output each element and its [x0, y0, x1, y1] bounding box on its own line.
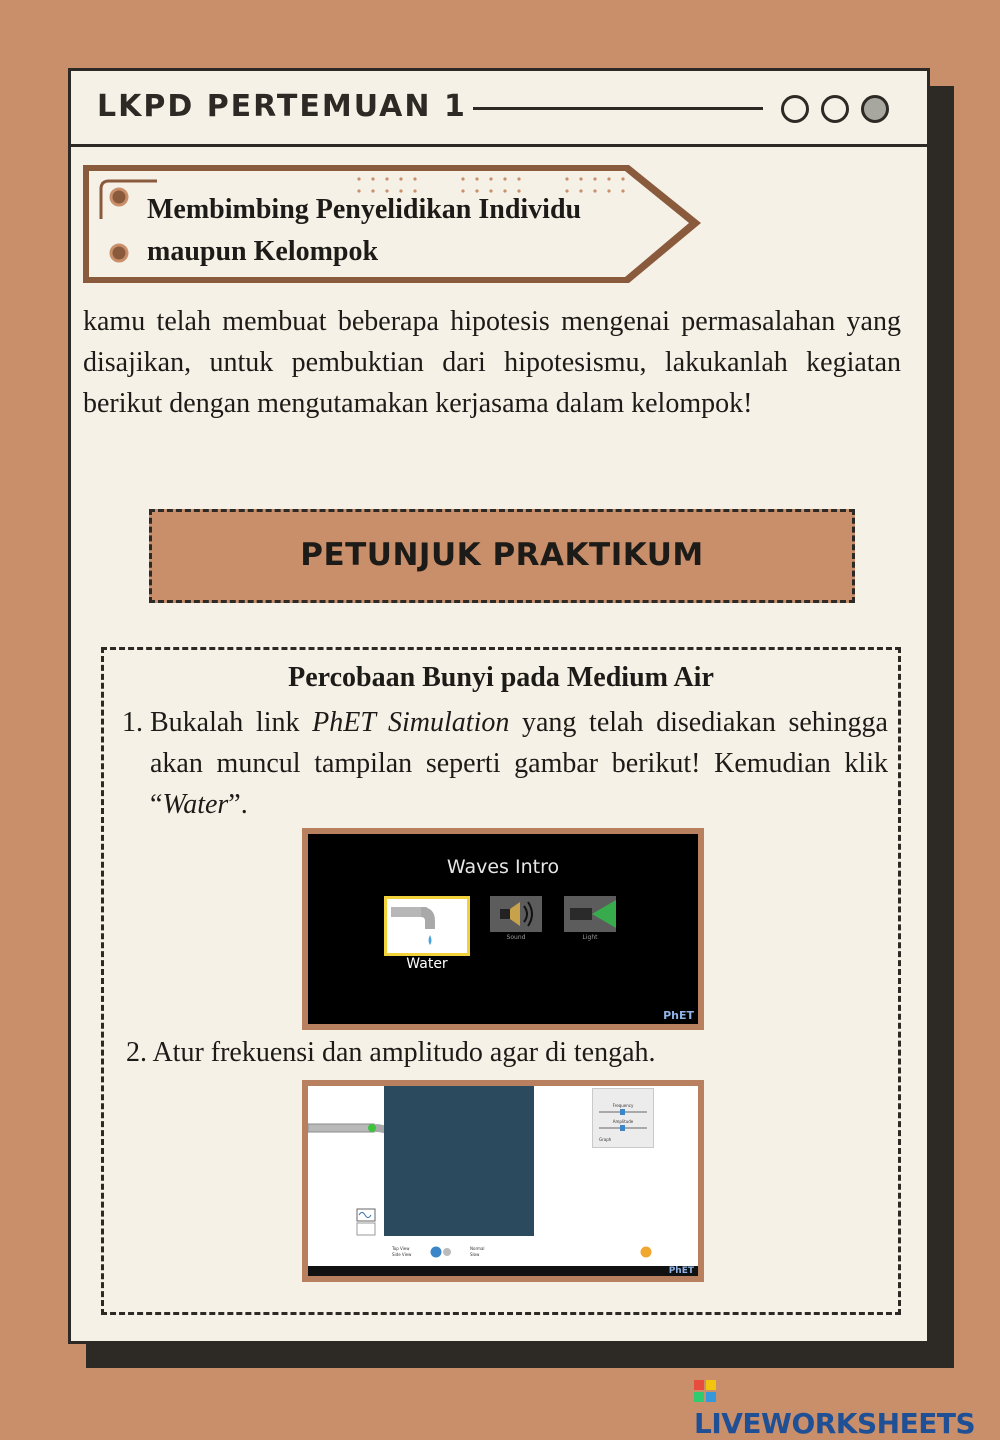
amplitude-slider: [599, 1125, 647, 1131]
step-1-number: 1.: [122, 707, 143, 738]
water-tank: [384, 1086, 534, 1236]
frequency-slider: [599, 1109, 647, 1115]
step-1: [122, 702, 888, 825]
waves-intro-title: Waves Intro: [446, 856, 560, 878]
step-2: 2. Atur frekuensi dan amplitudo agar di tengah.: [126, 1037, 656, 1068]
step-1-text-part: Bukalah link: [150, 707, 313, 738]
play-pause-icon: [430, 1246, 452, 1258]
page-header: [71, 71, 927, 147]
window-dot-filled-icon: [861, 95, 889, 123]
amplitude-label: Amplitude: [612, 1119, 634, 1124]
sound-label: Sound: [506, 934, 526, 941]
waves-intro-screenshot: [302, 828, 704, 1030]
screenshot-screen: [308, 1086, 698, 1276]
laser-icon: [564, 896, 616, 932]
window-dot-icon: [781, 95, 809, 123]
liveworksheets-icon: [694, 1380, 716, 1402]
faucet-icon: [387, 899, 467, 953]
water-screen-button: [384, 896, 470, 956]
section-heading: [147, 189, 647, 273]
bullet-icon: [111, 189, 127, 205]
worksheet-page: [68, 68, 930, 1344]
water-term: Water: [162, 789, 229, 820]
instructions-heading: PETUNJUK PRAKTIKUM: [149, 509, 855, 603]
window-dot-icon: [821, 95, 849, 123]
step-1-text-part: ”.: [228, 789, 248, 820]
liveworksheets-brand: LIVEWORKSHEETS: [694, 1407, 976, 1440]
page-title: LKPD PERTEMUAN 1: [97, 89, 467, 124]
step-1-text-part: yang telah disediakan sehingga akan muncul tampilan seperti gambar berikut! Kemudian klik “: [150, 707, 888, 820]
phet-link-term: PhET Simulation: [312, 707, 510, 738]
practice-title: Percobaan Bunyi pada Medium Air: [288, 662, 714, 693]
water-simulation-screenshot: [302, 1080, 704, 1282]
intro-paragraph: kamu telah membuat beberapa hipotesis mengenai permasalahan yang disajikan, untuk pembuktian dari hipotesismu, lakukanlah kegiatan berikut dengan mengutamakan kerjasama dalam kelompok!: [83, 306, 901, 419]
speaker-icon: [490, 896, 542, 932]
bullet-icon: [111, 245, 127, 261]
section-heading-line1: Membimbing Penyelidikan Individu: [147, 194, 582, 225]
section-heading-line2: maupun Kelompok: [147, 236, 379, 267]
frequency-label: Frequency: [612, 1103, 634, 1108]
side-view-option: Side View: [392, 1252, 412, 1257]
slow-speed-option: Slow: [470, 1252, 480, 1257]
light-screen-button: [564, 896, 616, 932]
header-divider-line: [473, 107, 763, 110]
phet-logo: PhET: [663, 1009, 694, 1022]
practice-box: [101, 647, 901, 1315]
liveworksheets-logo: [694, 1374, 1000, 1440]
sound-screen-button: [490, 896, 542, 932]
sim-navigation-bar: [308, 1266, 698, 1276]
normal-speed-option: Normal: [470, 1246, 485, 1251]
step-1-text: [150, 702, 888, 825]
top-view-option: Top View: [392, 1246, 410, 1251]
phet-logo: PhET: [668, 1266, 694, 1276]
water-label: Water: [406, 956, 448, 972]
graph-checkbox: Graph: [599, 1137, 612, 1142]
reset-icon: [640, 1246, 652, 1258]
wave-control-panel: [592, 1088, 654, 1148]
screenshot-screen: [308, 834, 698, 1024]
light-label: Light: [582, 934, 598, 941]
wave-tool-icons: [356, 1208, 376, 1236]
